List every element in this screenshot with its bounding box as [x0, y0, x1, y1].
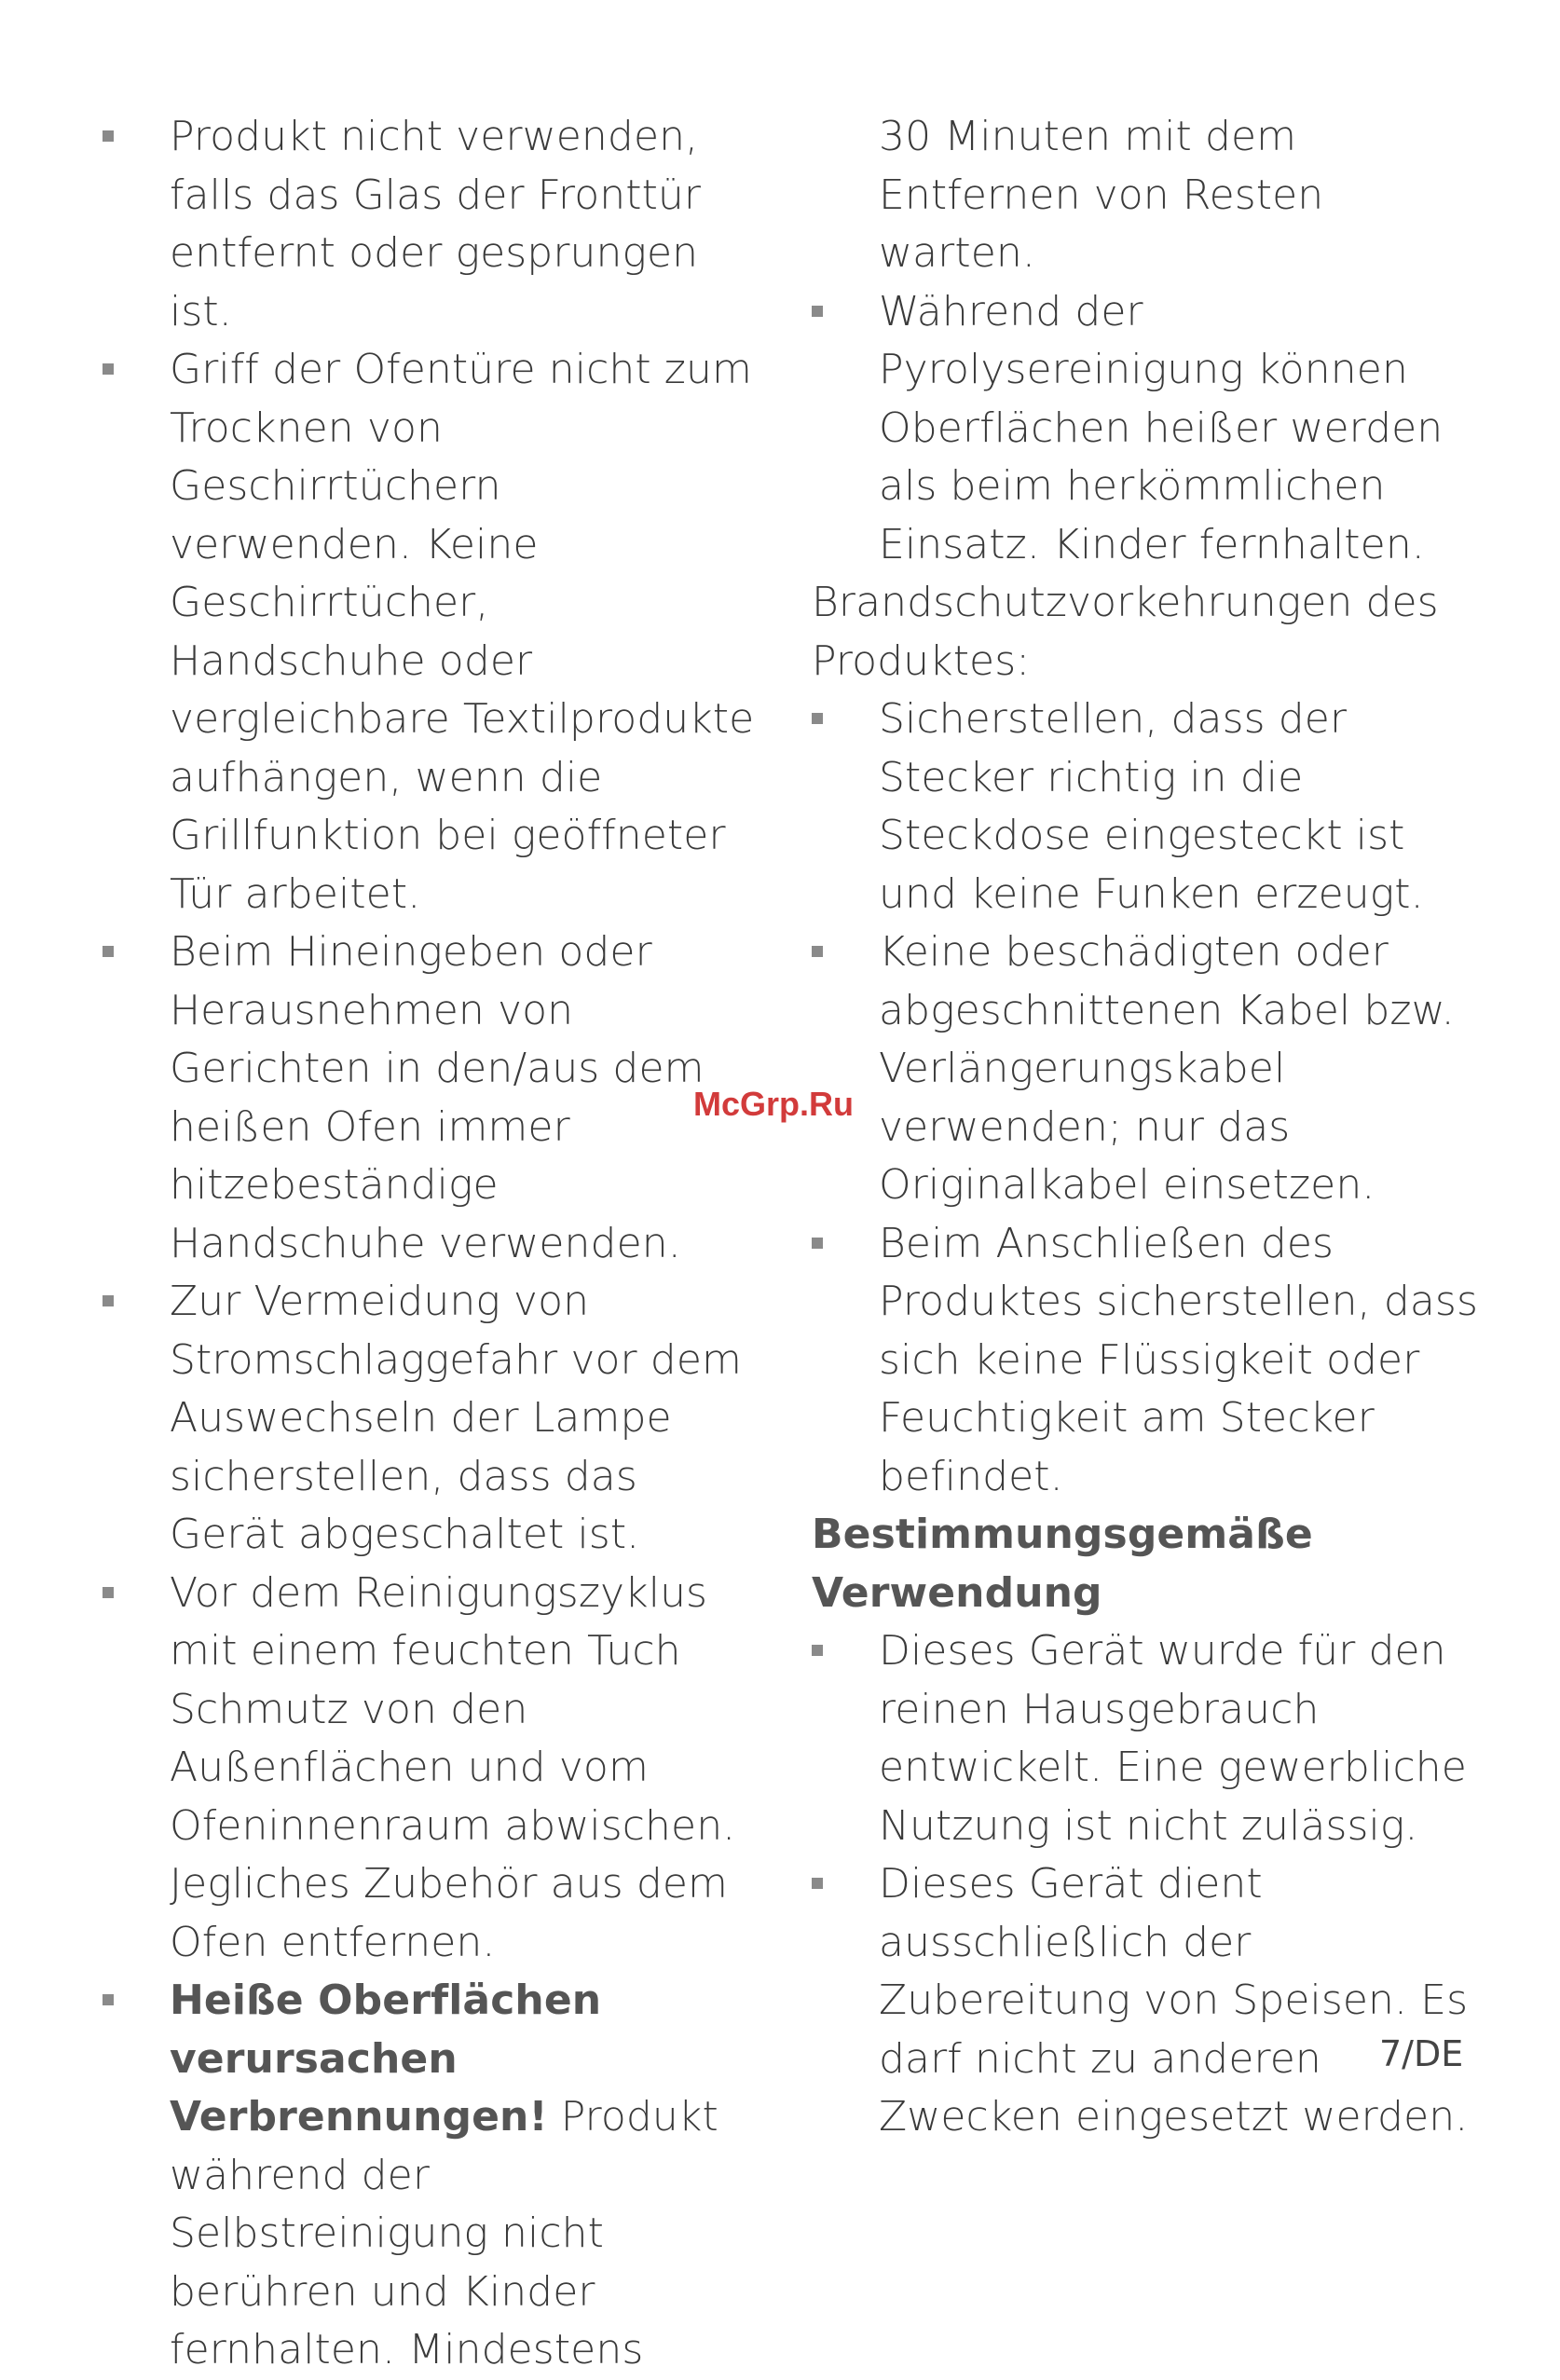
list-item: Sicherstellen, dass der Stecker richtig in die Steckdose eingesteckt ist und keine Funken erzeugt. [812, 691, 1483, 923]
left-column [103, 108, 755, 2380]
list-item: Beim Anschließen des Produktes sicherstellen, dass sich keine Flüssigkeit oder Feuchtigkeit am Stecker befindet. [812, 1215, 1483, 1507]
fire-protection-list [812, 691, 1483, 1506]
hot-surface-warning-bold: Heiße Oberflächen verursachen Verbrennungen! [170, 1976, 602, 2141]
list-item-continuation: 30 Minuten mit dem Entfernen von Resten warten. [879, 113, 1324, 277]
right-column [812, 108, 1483, 2147]
list-item: Produkt nicht verwenden, falls das Glas der Fronttür entfernt oder gesprungen ist. [103, 108, 755, 341]
list-item: Zur Vermeidung von Stromschlaggefahr vor dem Auswechseln der Lampe sicherstellen, dass das Gerät abgeschaltet ist. [103, 1273, 755, 1565]
safety-list-left [103, 108, 755, 2380]
watermark-logo: McGrp.Ru [693, 1085, 855, 1123]
page-number: 7/DE [1379, 2033, 1464, 2074]
section-heading-intended-use: Bestimmungsgemäße Verwendung [812, 1511, 1313, 1617]
list-item-hot-surface-warning [103, 1972, 755, 2380]
list-item: Dieses Gerät wurde für den reinen Hausgebrauch entwickelt. Eine gewerbliche Nutzung ist nicht zulässig. [812, 1622, 1483, 1855]
list-item: Griff der Ofentüre nicht zum Trocknen von Geschirrtüchern verwenden. Keine Geschirrtücher, Handschuhe oder vergleichbare Textilprodukte aufhängen, wenn die Grillfunktion bei geöffneter Tür arbeitet. [103, 341, 755, 923]
list-item: Vor dem Reinigungszyklus mit einem feuchten Tuch Schmutz von den Außenflächen und vom Ofeninnenraum abwischen. Jegliches Zubehör aus dem Ofen entfernen. [103, 1565, 755, 1973]
list-item: Beim Hineingeben oder Herausnehmen von Gerichten in den/aus dem heißen Ofen immer hitzebeständige Handschuhe verwenden. [103, 923, 755, 1273]
safety-list-right [812, 108, 1483, 574]
list-item: Keine beschädigten oder abgeschnittenen Kabel bzw. Verlängerungskabel verwenden; nur das Originalkabel einsetzen. [812, 923, 1483, 1215]
hot-surface-warning-text: Produkt während der Selbstreinigung nicht berühren und Kinder fernhalten. Mindestens [170, 2093, 718, 2373]
list-item: Während der Pyrolysereinigung können Oberflächen heißer werden als beim herkömmlichen Einsatz. Kinder fernhalten. [812, 283, 1483, 575]
list-item: Dieses Gerät dient ausschließlich der Zubereitung von Speisen. Es darf nicht zu anderen Zwecken eingesetzt werden. [812, 1855, 1483, 2147]
fire-protection-intro: Brandschutzvorkehrungen des Produktes: [812, 579, 1439, 685]
